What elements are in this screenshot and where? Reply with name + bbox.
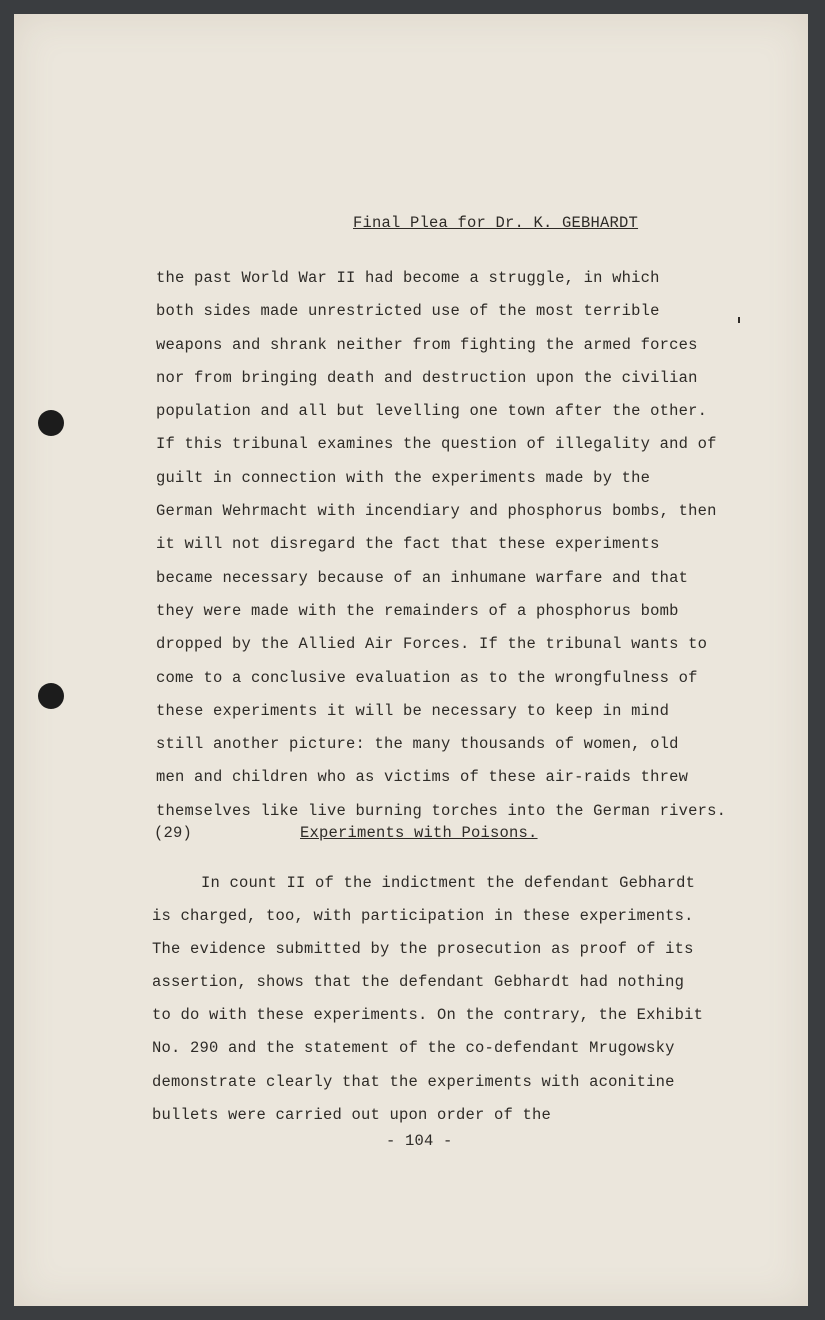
text-line: The evidence submitted by the prosecution as proof of its bbox=[152, 940, 694, 959]
text-line: German Wehrmacht with incendiary and phosphorus bombs, then bbox=[156, 502, 717, 521]
punch-hole-lower bbox=[38, 683, 64, 709]
ink-mark bbox=[738, 317, 740, 323]
text-line: guilt in connection with the experiments made by the bbox=[156, 468, 651, 487]
body-paragraph bbox=[156, 262, 726, 828]
text-line: assertion, shows that the defendant Gebhardt had nothing bbox=[152, 973, 685, 992]
section-heading: Experiments with Poisons. bbox=[300, 824, 538, 842]
text-line: demonstrate clearly that the experiments with aconitine bbox=[152, 1072, 675, 1091]
section-paragraph bbox=[152, 867, 703, 1132]
text-line: dropped by the Allied Air Forces. If the tribunal wants to bbox=[156, 635, 708, 654]
text-line: If this tribunal examines the question of illegality and of bbox=[156, 435, 717, 454]
text-line: No. 290 and the statement of the co-defendant Mrugowsky bbox=[152, 1039, 675, 1058]
text-line: it will not disregard the fact that these experiments bbox=[156, 535, 660, 554]
text-line: they were made with the remainders of a phosphorus bomb bbox=[156, 601, 679, 620]
text-line: is charged, too, with participation in these experiments. bbox=[152, 907, 694, 926]
document-title: Final Plea for Dr. K. GEBHARDT bbox=[353, 214, 639, 232]
punch-hole-upper bbox=[38, 410, 64, 436]
page-number: - 104 - bbox=[386, 1132, 453, 1150]
document-page bbox=[14, 14, 808, 1306]
section-header bbox=[154, 824, 538, 842]
text-line: come to a conclusive evaluation as to the wrongfulness of bbox=[156, 668, 698, 687]
text-line: became necessary because of an inhumane warfare and that bbox=[156, 568, 689, 587]
text-line: men and children who as victims of these air-raids threw bbox=[156, 768, 689, 787]
text-line: nor from bringing death and destruction upon the civilian bbox=[156, 368, 698, 387]
text-line: to do with these experiments. On the contrary, the Exhibit bbox=[152, 1006, 704, 1025]
text-line: the past World War II had become a struggle, in which bbox=[156, 269, 660, 287]
text-line: still another picture: the many thousands of women, old bbox=[156, 735, 679, 754]
text-line: weapons and shrank neither from fighting the armed forces bbox=[156, 335, 698, 354]
text-line: In count II of the indictment the defendant Gebhardt bbox=[201, 874, 696, 892]
section-number: (29) bbox=[154, 824, 193, 842]
text-line: bullets were carried out upon order of the bbox=[152, 1105, 552, 1124]
text-line: population and all but levelling one town after the other. bbox=[156, 402, 708, 421]
text-line: both sides made unrestricted use of the most terrible bbox=[156, 302, 660, 321]
text-line: themselves like live burning torches into the German rivers. bbox=[156, 801, 727, 820]
text-line: these experiments it will be necessary to keep in mind bbox=[156, 701, 670, 720]
